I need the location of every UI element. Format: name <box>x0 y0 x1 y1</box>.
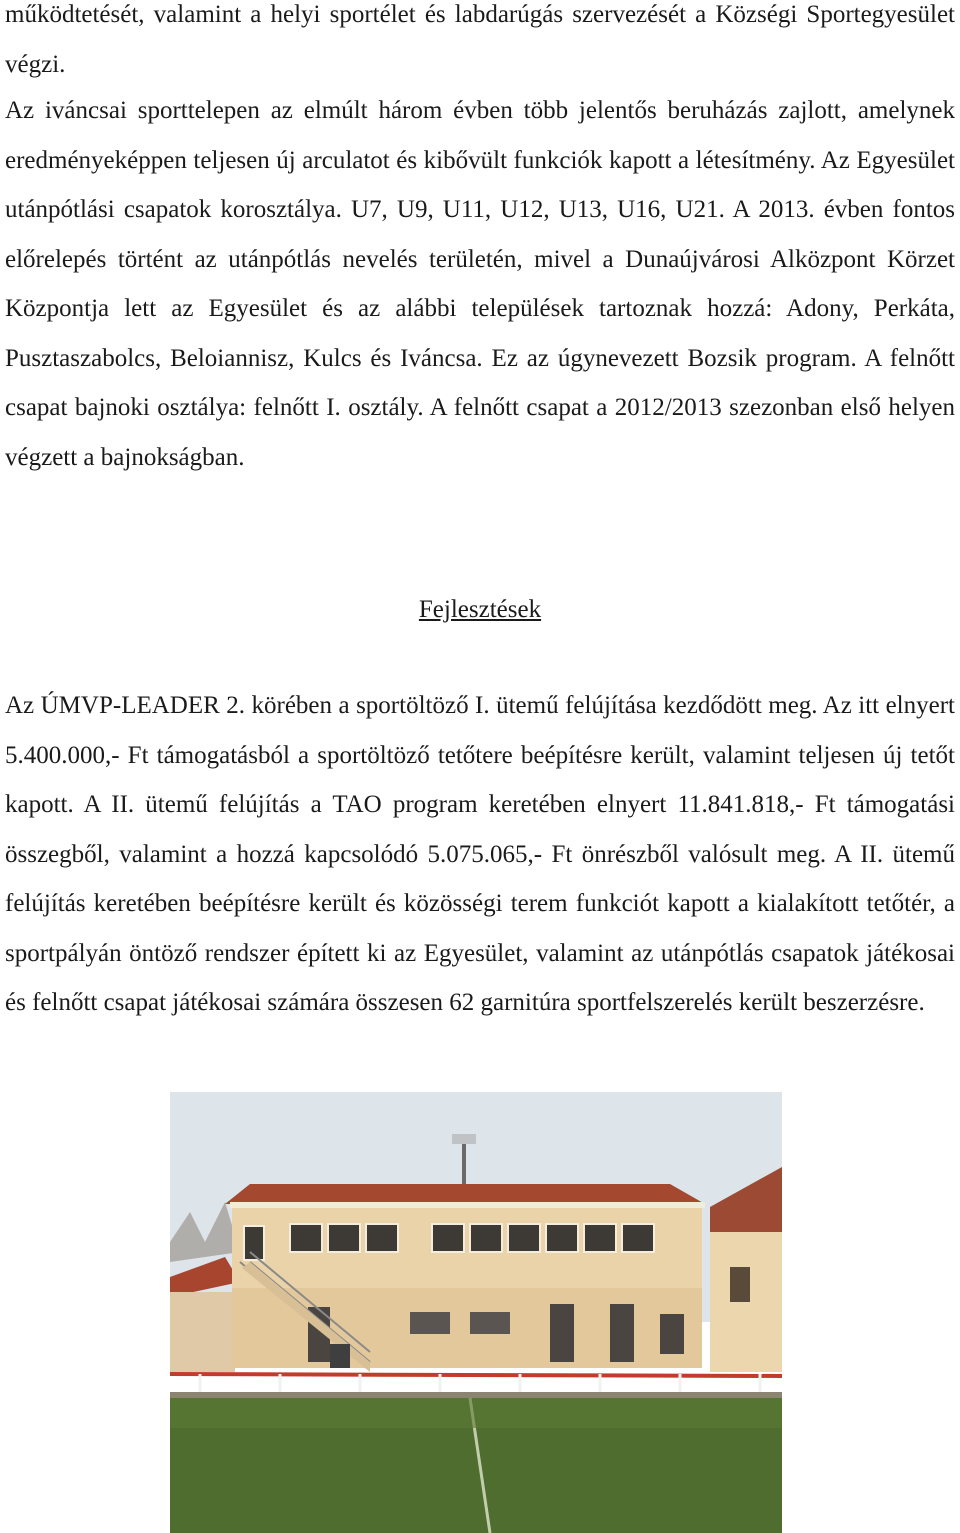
photo-bin <box>330 1344 350 1368</box>
paragraph-intro-continuation: működtetését, valamint a helyi sportélet és labdarúgás szervezését a Községi Sportegyesület végzi. <box>5 1 955 78</box>
paragraph-sports-facility: Az iváncsai sporttelepen az elmúlt három évben több jelentős beruházás zajlott, amelynek eredményeképpen teljesen új arculatot és kibővült funkciók kapott a létesítmény. Az Egyesület utánpótlási csapatok korosztálya. U7, U9, U11, U12, U13, U16, U21. A 2013. évben fontos előrelepés történt az utánpótlás nevelés területén, mivel a Dunaújvárosi Alközpont Körzet Központja lett az Egyesület és az alábbi települések tartoznak hozzá: Adony, Perkáta, Pusztaszabolcs, Beloiannisz, Kulcs és Iváncsa. Ez az úgynevezett Bozsik program. A felnőtt csapat bajnoki osztálya: felnőtt I. osztály. A felnőtt csapat a 2012/2013 szezonban első helyen végzett a bajnokságban. <box>5 97 955 471</box>
photo-main-roof <box>225 1184 705 1204</box>
photo-railing <box>170 1374 782 1376</box>
section-heading: Fejlesztések <box>418 596 542 623</box>
clubhouse-photo <box>170 1092 782 1533</box>
paragraph-developments: Az ÚMVP-LEADER 2. körében a sportöltöző I. ütemű felújítása kezdődött meg. Az itt elnyert 5.400.000,- Ft támogatásból a sportöltöző tetőtere beépítésre került, valamint teljesen új tetőt kapott. A II. ütemű felújítás a TAO program keretében elnyert 11.841.818,- Ft támogatási összegből, valamint a hozzá kapcsolódó 5.075.065,- Ft önrészből valósult meg. A II. ütemű felújítás keretében beépítésre került és közösségi terem funkciót kapott a kialakított tetőtér, a sportpályán öntöző rendszer épített ki az Egyesület, valamint az utánpótlás csapatok játékosai és felnőtt csapat játékosai számára összesen 62 garnitúra sportfelszerelés került beszerzésre. <box>5 692 955 1016</box>
